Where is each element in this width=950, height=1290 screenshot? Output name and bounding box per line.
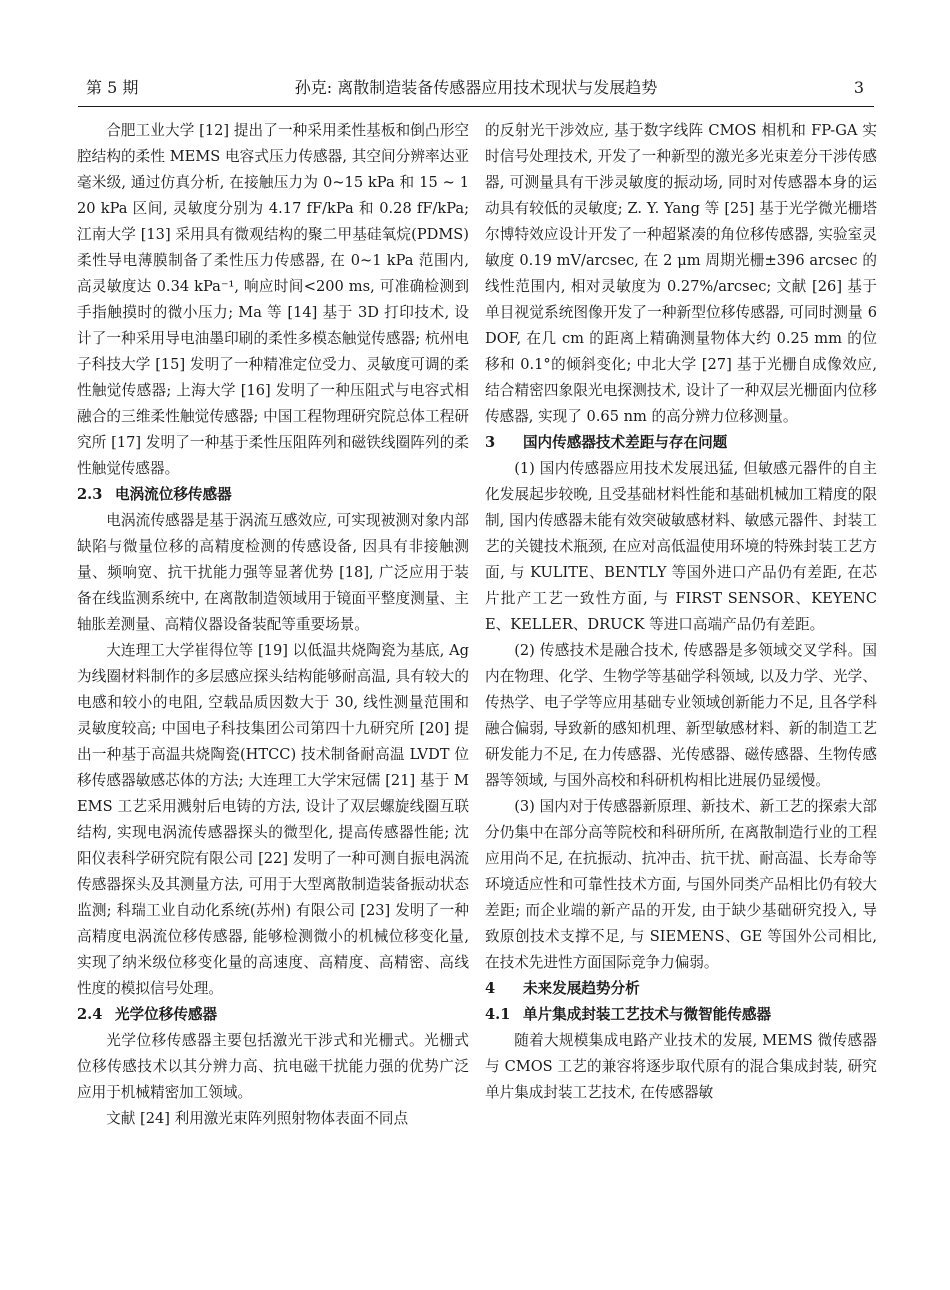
section-number: 3 <box>485 434 496 451</box>
paragraph: (1) 国内传感器应用技术发展迅猛, 但敏感元器件的自主化发展起步较晚, 且受基础材料性能和基础机械加工精度的限制, 国内传感器未能有效突破敏感材料、敏感元器件、封装工艺的关键技术瓶颈, 在应对高低温使用环境的特殊封装工艺方面, 与 KULITE、BENTLY 等国外进口产品仍有差距, 在芯片批产工艺一致性方面, 与 FIRST SENSOR、KEYENCE、KELLER、DRUCK 等进口高端产品仍有差距。 <box>485 460 877 633</box>
paragraph: 文献 [24] 利用激光束阵列照射物体表面不同点 <box>106 1110 409 1127</box>
section-title: 电涡流位移传感器 <box>114 486 232 503</box>
paragraph: 的反射光干涉效应, 基于数字线阵 CMOS 相机和 FP-GA 实时信号处理技术, 开发了一种新型的激光多光束差分干涉传感器, 可测量具有干涉灵敏度的振动场, 同时对传感器本身的运动具有较低的灵敏度; Z. Y. Yang 等 [25] 基于光学微光栅塔尔博特效应设计开发了一种超紧凑的角位移传感器, 实验室灵敏度 0.19 mV/arcsec, 在 2 μm 周期光栅±396 arcsec 的线性范围内, 相对灵敏度为 0.27%/arcsec; 文献 [26] 基于单目视觉系统图像开发了一种新型位移传感器, 可同时测量 6DOF, 在几 cm 的距离上精确测量物体大约 0.25 mm 的位移和 0.1°的倾斜变化; 中北大学 [27] 基于光栅自成像效应, 结合精密四象限光电探测技术, 设计了一种双层光栅面内位移传感器, 实现了 0.65 nm 的高分辨力位移测量。 <box>485 122 877 425</box>
section-heading-2-3 <box>77 482 469 508</box>
section-number: 4 <box>485 980 496 997</box>
section-number: 4.1 <box>485 1006 511 1023</box>
section-heading-3 <box>485 430 877 456</box>
paragraph: 合肥工业大学 [12] 提出了一种采用柔性基板和倒凸形空腔结构的柔性 MEMS 电容式压力传感器, 其空间分辨率达亚毫米级, 通过仿真分析, 在接触压力为 0~15 kPa 和 15 ~ 120 kPa 区间, 灵敏度分别为 4.17 fF/kPa 和 0.28 fF/kPa; 江南大学 [13] 采用具有微观结构的聚二甲基硅氧烷(PDMS) 柔性导电薄膜制备了柔性压力传感器, 在 0~1 kPa 范围内, 高灵敏度达 0.34 kPa⁻¹, 响应时间<200 ms, 可准确检测到手指触摸时的微小压力; Ma 等 [14] 基于 3D 打印技术, 设计了一种采用导电油墨印刷的柔性多模态触觉传感器; 杭州电子科技大学 [15] 发明了一种精准定位受力、灵敏度可调的柔性触觉传感器; 上海大学 [16] 发明了一种压阻式与电容式相融合的三维柔性触觉传感器; 中国工程物理研究院总体工程研究所 [17] 发明了一种基于柔性压阻阵列和磁铁线圈阵列的柔性触觉传感器。 <box>77 122 469 477</box>
paragraph: 光学位移传感器主要包括激光干涉式和光栅式。光栅式位移传感技术以其分辨力高、抗电磁干扰能力强的优势广泛应用于机械精密加工领域。 <box>77 1032 469 1101</box>
running-header <box>78 76 874 107</box>
issue-number: 第 5 期 <box>86 78 139 97</box>
running-title: 孙克: 离散制造装备传感器应用技术现状与发展趋势 <box>294 78 658 97</box>
section-heading-4 <box>485 976 877 1002</box>
right-column <box>485 118 877 1106</box>
section-title: 国内传感器技术差距与存在问题 <box>522 434 728 451</box>
paragraph: (2) 传感技术是融合技术, 传感器是多领域交叉学科。国内在物理、化学、生物学等基础学科领域, 以及力学、光学、传热学、电子学等应用基础专业领域创新能力不足, 且各学科融合偏弱, 导致新的感知机理、新型敏感材料、新的制造工艺研发能力不足, 在力传感器、光传感器、磁传感器、生物传感器等领域, 与国外高校和科研机构相比进展仍显缓慢。 <box>485 642 877 789</box>
section-title: 未来发展趋势分析 <box>522 980 640 997</box>
paragraph: (3) 国内对于传感器新原理、新技术、新工艺的探索大部分仍集中在部分高等院校和科研所所, 在离散制造行业的工程应用尚不足, 在抗振动、抗冲击、抗干扰、耐高温、长寿命等环境适应性和可靠性技术方面, 与国外同类产品相比仍有较大差距; 而企业端的新产品的开发, 由于缺少基础研究投入, 导致原创技术支撑不足, 与 SIEMENS、GE 等国外公司相比, 在技术先进性方面国际竞争力偏弱。 <box>485 798 877 971</box>
section-title: 光学位移传感器 <box>114 1006 218 1023</box>
page-number: 3 <box>853 78 864 97</box>
section-number: 2.3 <box>77 486 103 503</box>
section-number: 2.4 <box>77 1006 103 1023</box>
section-heading-2-4 <box>77 1002 469 1028</box>
paragraph: 大连理工大学崔得位等 [19] 以低温共烧陶瓷为基底, Ag 为线圈材料制作的多层感应探头结构能够耐高温, 具有较大的电感和较小的电阻, 空载品质因数大于 30, 线性测量范围和灵敏度较高; 中国电子科技集团公司第四十九研究所 [20] 提出一种基于高温共烧陶瓷(HTCC) 技术制备耐高温 LVDT 位移传感器敏感芯体的方法; 大连理工大学宋冠儒 [21] 基于 MEMS 工艺采用溅射后电铸的方法, 设计了双层螺旋线圈互联结构, 实现电涡流传感器探头的微型化, 提高传感器性能; 沈阳仪表科学研究院有限公司 [22] 发明了一种可测自振电涡流传感器探头及其测量方法, 可用于大型离散制造装备振动状态监测; 科瑞工业自动化系统(苏州) 有限公司 [23] 发明了一种高精度电涡流位移传感器, 能够检测微小的机械位移变化量, 实现了纳米级位移变化量的高速度、高精度、高精密、高线性度的模拟信号处理。 <box>77 642 469 997</box>
paragraph: 随着大规模集成电路产业技术的发展, MEMS 微传感器与 CMOS 工艺的兼容将逐步取代原有的混合集成封装, 研究单片集成封装工艺技术, 在传感器敏 <box>485 1032 877 1101</box>
section-title: 单片集成封装工艺技术与微智能传感器 <box>522 1006 772 1023</box>
section-heading-4-1 <box>485 1002 877 1028</box>
left-column <box>77 118 469 1132</box>
paragraph: 电涡流传感器是基于涡流互感效应, 可实现被测对象内部缺陷与微量位移的高精度检测的传感设备, 因具有非接触测量、频响宽、抗干扰能力强等显著优势 [18], 广泛应用于装备在线监测系统中, 在离散制造领域用于镜面平整度测量、主轴胀差测量、高精仪器设备装配等重要场景。 <box>77 512 469 633</box>
